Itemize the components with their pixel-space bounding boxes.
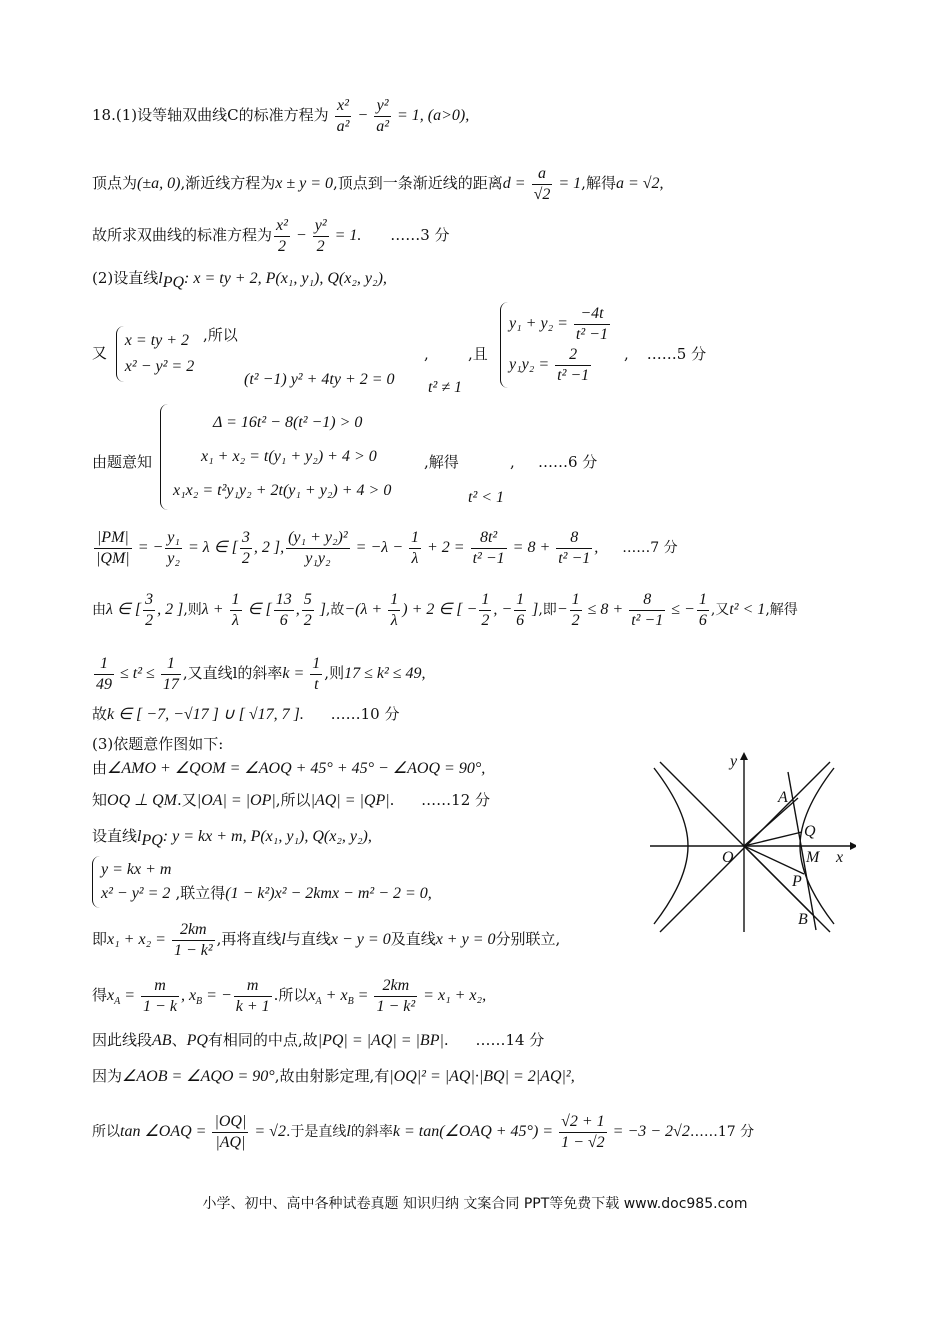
text: 与直线 [285, 930, 331, 949]
text: ,解得 [424, 453, 459, 471]
text: ,则 [324, 664, 345, 683]
math: l [346, 1123, 351, 1141]
text: ,联立得 [175, 884, 226, 902]
frac-den: 1 − k² [173, 942, 213, 959]
math: ≤ t² ≤ [116, 665, 159, 683]
q3-line14 [92, 758, 485, 779]
text: 得 [92, 986, 108, 1005]
score-marker: ……14 分 [475, 1031, 545, 1049]
text: 所以 [92, 1124, 120, 1141]
text: ,又直线l的斜率 [182, 664, 283, 683]
math: ∠AOB = ∠AQO = 90° [122, 1068, 275, 1085]
math: a = √2, [615, 175, 664, 193]
frac-num: y² [374, 96, 391, 117]
text: . [389, 791, 395, 809]
frac-num: −4t [574, 304, 610, 325]
math: λ + [201, 601, 228, 619]
text: 即 [92, 930, 108, 949]
frac-den: 2 [145, 612, 154, 629]
system-eq: x₁ + x₂ = t(y₁ + y₂) + 4 > 0 [201, 448, 377, 465]
text: 因为 [92, 1067, 123, 1085]
frac-num: 8 [629, 590, 665, 611]
math: −(λ + [344, 601, 387, 619]
math: , [295, 601, 300, 619]
math: |AQ| = |QP| [310, 792, 390, 809]
math: |OA| = |OP| [196, 792, 276, 809]
text: 由 [92, 759, 108, 777]
text: 及直线 [390, 930, 436, 949]
math: ≤ 8 + [583, 601, 628, 619]
math: y₁ + y₂ = [509, 315, 572, 333]
frac-num: y² [313, 216, 329, 237]
q3-line22 [92, 1112, 754, 1153]
text: ,即 [538, 602, 557, 619]
math: , 2 ] [157, 601, 184, 619]
label-y: y [730, 753, 738, 770]
frac-den: 2 [316, 238, 325, 255]
frac-num: 3 [240, 528, 252, 549]
q3-line16 [92, 826, 372, 851]
text: ,则 [183, 602, 202, 619]
score-marker: ……17 分 [689, 1124, 755, 1141]
text: 知 [92, 791, 108, 809]
math: |OQ|² = |AQ|·|BQ| = 2|AQ|², [389, 1068, 575, 1085]
frac-num: 8t² [471, 528, 507, 549]
frac-den: 6 [698, 612, 707, 629]
score-5: , ……5 分 [624, 345, 707, 363]
quadratic-eq: (t² −1) y² + 4ty + 2 = 0 [244, 371, 395, 388]
frac-num: 1 [94, 654, 114, 675]
frac-num: 1 [570, 590, 582, 611]
frac-den: 2 [277, 238, 286, 255]
score-marker: ……5 分 [646, 345, 707, 363]
segment-OP [744, 846, 804, 874]
label-A: A [778, 789, 788, 806]
frac-num: 3 [143, 590, 155, 611]
math: = [120, 987, 140, 1005]
frac-num: 1 [479, 590, 491, 611]
frac-den: 1 − √2 [561, 1134, 605, 1151]
text: 故所求双曲线的标准方程为 [92, 226, 273, 245]
system-eq: x² − y² = 2 [124, 358, 195, 375]
text: .所以 [273, 986, 309, 1005]
math: k = [282, 665, 309, 683]
frac-num: a [532, 164, 553, 185]
frac-num: m [141, 976, 179, 997]
frac-den: 49 [96, 676, 112, 693]
frac-num: |PM| [94, 528, 132, 549]
frac-den: a² [376, 118, 389, 135]
system-eq: Δ = 16t² − 8(t² −1) > 0 [213, 414, 363, 431]
frac-den: 1 − k² [376, 998, 416, 1015]
frac-num: 1 [409, 528, 421, 549]
math: − [556, 601, 568, 619]
q3-line20 [92, 1030, 544, 1051]
text: 、 [171, 1031, 187, 1049]
math: |PQ| = |AQ| = |BP| [317, 1032, 444, 1049]
q2-line11 [92, 654, 426, 695]
math: + 2 = [423, 539, 469, 557]
q2-line10 [92, 590, 798, 631]
text: 又 [92, 344, 108, 362]
q2-line9: $\frac{|PM|}{|QM|}$ = − $\frac{\text{y₁}}{\text{y₂}}$ = λ ∈ [ $\frac{3}{2}$ , 2 ], $\frac{\text{(y₁ + y₂)²}}{\text{y₁y₂}}$ = −λ − $\frac{1}{\lambda}$ + 2 = $\frac{\text{8t²}}{\text{t² −1}}$ = 8 + $\frac{8}{\text{t² −1}}$ , ……7 分 [96, 529, 678, 567]
system-eq: x² − y² = 2 [101, 885, 171, 902]
text: (2)设直线 [92, 269, 159, 287]
q3-line19 [92, 976, 486, 1017]
subscript: A [315, 996, 322, 1008]
text: 设直线 [92, 827, 138, 845]
math: l [158, 270, 163, 287]
op: − [353, 107, 373, 125]
frac-den: t² −1 [631, 612, 664, 629]
text: .又 [176, 791, 197, 809]
text: ,再将直线 [216, 930, 282, 949]
math: x + y = 0 [435, 931, 496, 949]
frac-num: 1 [230, 590, 242, 611]
q3-line17 [88, 856, 432, 908]
text: , [510, 453, 515, 471]
math: d = [502, 175, 530, 193]
math: AB [152, 1032, 172, 1049]
condition: t² ≠ 1 [428, 379, 463, 396]
score-marker: ……12 分 [421, 791, 491, 809]
text: 由 [92, 602, 106, 619]
math: l [137, 828, 142, 845]
score-marker: ……7 分 [622, 540, 678, 557]
frac-den: 2 [481, 612, 490, 629]
text: ,渐近线方程为 [180, 174, 276, 193]
system-3 [160, 404, 391, 510]
math: x − y = 0 [330, 931, 391, 949]
frac-den: |QM| [96, 550, 130, 567]
text: ,所以 [275, 791, 311, 809]
math: ] [315, 601, 326, 619]
frac-den: 6 [279, 612, 288, 629]
q3-line18 [92, 920, 560, 961]
q3-line21 [92, 1066, 575, 1087]
frac-den: 2 [571, 612, 580, 629]
frac-den: λ [232, 612, 239, 629]
q2-line12 [92, 704, 399, 725]
hyperbola-figure [646, 748, 856, 938]
math: PQ [186, 1032, 208, 1049]
math: ∈ [ [243, 601, 272, 619]
math: ≤ − [667, 601, 695, 619]
frac-num: 1 [697, 590, 709, 611]
frac-num: 1 [161, 654, 181, 675]
text: 有相同的中点,故 [207, 1031, 318, 1049]
text: ,解得 [581, 174, 616, 193]
frac-den: k + 1 [235, 998, 270, 1015]
math: ∠AMO + ∠QOM = ∠AOQ + 45° + 45° − ∠AOQ = 90°, [107, 760, 486, 777]
y-axis-arrow-icon [740, 752, 748, 760]
frac-den: 2 [303, 612, 312, 629]
text: ,解得 [765, 602, 798, 619]
q3-intro: (3)依题意作图如下: [92, 735, 224, 753]
frac-den: t² −1 [575, 326, 608, 343]
math: k = tan(∠OAQ + 45°) = [392, 1123, 558, 1141]
math: l [281, 931, 286, 949]
frac-num: (y₁ + y₂)² [286, 528, 350, 549]
score-marker: ……10 分 [330, 705, 400, 723]
frac-num: √2 + 1 [559, 1112, 607, 1133]
text: ,顶点到一条渐近线的距离 [333, 174, 503, 193]
score-marker: ……6 分 [538, 453, 598, 471]
math: , [594, 539, 599, 557]
math: ] [528, 601, 539, 619]
subscript: B [347, 996, 354, 1008]
frac-num: 1 [514, 590, 526, 611]
text: 分别联立, [495, 930, 561, 949]
frac-num: 1 [310, 654, 322, 675]
math: , x [180, 987, 197, 1005]
frac-num: m [234, 976, 272, 997]
math: : y = kx + m, P(x₁, y₁), Q(x₂, y₂), [162, 828, 372, 845]
subscript: PQ [141, 832, 163, 849]
text: ,故 [325, 602, 345, 619]
q1-line2 [92, 164, 664, 205]
condition: t² < 1 [468, 489, 505, 506]
frac-den: √2 [533, 186, 551, 203]
math: x₁ + x₂ = [107, 931, 170, 949]
label-O: O [722, 849, 734, 866]
footer-banner: 小学、初中、高中各种试卷真题 知识归纳 文案合同 PPT等免费下载 www.doc985.com [202, 1196, 748, 1212]
frac-num: y₁ [165, 528, 182, 549]
frac-den: λ [411, 550, 419, 567]
q3-line15 [92, 790, 490, 811]
system-1 [116, 326, 194, 382]
system-eq: x₁x₂ = t²y₁y₂ + 2t(y₁ + y₂) + 4 > 0 [173, 482, 392, 499]
text: .于是直线 [285, 1124, 347, 1141]
math: k ∈ [ −7, −√17 ] ∪ [ √17, 7 ]. [107, 706, 304, 723]
frac-den: t² −1 [557, 367, 590, 384]
score-marker: ……3 分 [390, 226, 450, 245]
text: ,且 [468, 345, 488, 363]
frac-den: t² −1 [558, 550, 591, 567]
subscript: B [196, 996, 203, 1008]
math: (±a, 0) [137, 175, 181, 193]
math: , − [493, 601, 513, 619]
eq-tail: = 1, (a>0), [392, 107, 470, 125]
subscript: PQ [162, 274, 185, 291]
text: ,所以 [202, 326, 238, 344]
math: = −λ − [351, 539, 407, 557]
system-2 [500, 302, 612, 388]
frac-num: 8 [556, 528, 592, 549]
frac-den: y₂ [167, 550, 180, 567]
math: (1 − k²)x² − 2kmx − m² − 2 = 0, [225, 885, 432, 902]
math: : x = ty + 2, P(x₁, y₁), Q(x₂, y₂), [184, 270, 387, 287]
subscript: A [114, 996, 121, 1008]
label-B: B [798, 911, 808, 928]
math: = x₁ + x₂, [419, 987, 487, 1005]
math: = − [202, 987, 232, 1005]
q1-intro: 18.(1)设等轴双曲线C的标准方程为 [92, 106, 329, 125]
frac-num: |OQ| [212, 1112, 248, 1133]
text: ,故由射影定理,有 [274, 1067, 390, 1085]
text: 因此线段 [92, 1031, 153, 1049]
q1-line3: 故所求双曲线的标准方程为 $\frac{\text{x²}}{2}$ − $\frac{\text{y²}}{2}$ = 1. ……3 分 [92, 217, 450, 255]
math: = 1 [554, 175, 582, 193]
frac-num: 13 [274, 590, 294, 611]
frac-den: 17 [162, 676, 179, 693]
label-M: M [806, 849, 820, 866]
frac-num: x² [335, 96, 352, 117]
frac-den: 1 − k [143, 998, 177, 1015]
text: . [443, 1031, 449, 1049]
q2-line4 [92, 268, 387, 293]
math: x ± y = 0 [275, 175, 334, 193]
frac-den: t [314, 676, 319, 693]
frac-num: 2 [555, 345, 591, 366]
frac-den: a² [336, 118, 350, 135]
math: , 2 ], [253, 539, 285, 557]
segment-OB [744, 846, 812, 914]
frac-num: 2km [374, 976, 417, 997]
math: = − [133, 539, 164, 557]
q1-line1 [92, 96, 469, 137]
frac-den: 2 [241, 550, 250, 567]
label-x: x [836, 849, 844, 866]
frac-den: t² −1 [472, 550, 505, 567]
math: = [353, 987, 373, 1005]
text: 故 [92, 705, 108, 723]
math: ) + 2 ∈ [ − [402, 601, 478, 619]
label-Q: Q [804, 823, 816, 840]
math: = λ ∈ [183, 539, 232, 557]
math: + x [321, 987, 348, 1005]
frac-num: 1 [388, 590, 400, 611]
text: 顶点为 [92, 174, 138, 193]
x-axis-arrow-icon [850, 842, 856, 850]
math: tan ∠OAQ = [120, 1123, 211, 1141]
math: OQ ⊥ QM [107, 792, 177, 809]
text: ,又 [710, 602, 730, 619]
discriminant-system [156, 404, 395, 510]
math: = 8 + [508, 539, 555, 557]
math: λ ∈ [ [106, 601, 142, 619]
system-eq: x = ty + 2 [124, 332, 190, 349]
math: = √2 [250, 1123, 286, 1141]
q2-system1-row [92, 298, 238, 375]
frac-den: λ [390, 612, 398, 629]
frac-num: x² [274, 216, 290, 237]
frac-den: |AQ| [215, 1134, 246, 1151]
text: 的斜率 [350, 1124, 393, 1141]
text: 由题意知 [92, 453, 153, 471]
system-4 [92, 856, 171, 908]
system-eq: y = kx + m [101, 861, 172, 878]
frac-den: y₁y₂ [305, 550, 331, 567]
frac-num: 5 [302, 590, 314, 611]
math: 17 ≤ k² ≤ 49, [344, 665, 426, 683]
math: x [107, 987, 115, 1005]
math: = −3 − 2√2 [608, 1123, 690, 1141]
text: , [424, 345, 429, 363]
math: t² < 1 [729, 601, 766, 619]
label-P: P [792, 873, 802, 890]
math: y₁y₂ = [509, 356, 554, 374]
frac-num: 2km [172, 920, 215, 941]
math: x [308, 987, 316, 1005]
math: = 1. [330, 227, 362, 245]
vieta-system [496, 302, 616, 388]
frac-den: 6 [516, 612, 525, 629]
